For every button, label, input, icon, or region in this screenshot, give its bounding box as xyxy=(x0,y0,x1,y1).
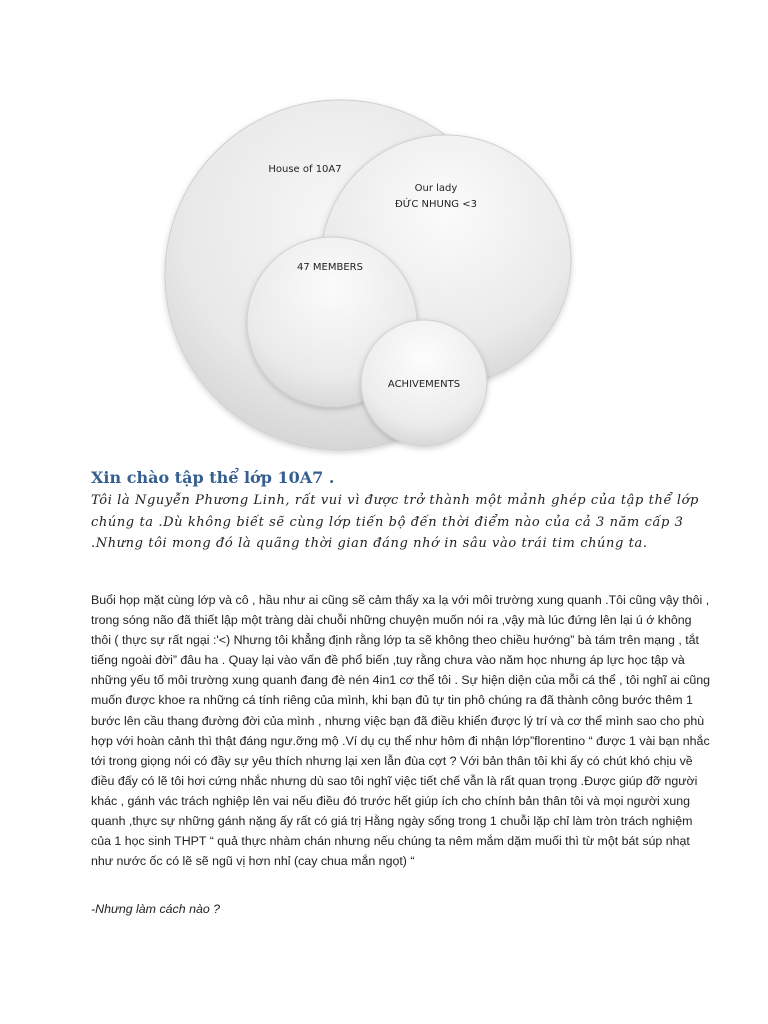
lady-label-line1: Our lady xyxy=(414,183,458,194)
lady-label-line2: ĐỨC NHUNG <3 xyxy=(395,199,477,210)
circle-diagram xyxy=(0,0,768,460)
greeting-heading: Xin chào tập thể lớp 10A7 . xyxy=(91,468,335,487)
members-label: 47 MEMBERS xyxy=(297,262,363,273)
intro-paragraph: Tôi là Nguyễn Phương Linh, rất vui vì được trở thành một mảnh ghép của tập thể lớp chúng ta .Dù không biết sẽ cùng lớp tiến bộ đến thời điểm nào của cả 3 năm cấp 3 .Nhưng tôi mong đó là quãng thời gian đáng nhớ in sâu vào trái tim chúng ta. xyxy=(91,493,699,551)
house-label: House of 10A7 xyxy=(268,164,342,175)
closing-line: -Nhưng làm cách nào ? xyxy=(91,902,221,916)
body-paragraph: Buổi họp mặt cùng lớp và cô , hầu như ai cũng sẽ cảm thấy xa lạ với môi trường xung quanh .Tôi cũng vậy thôi , trong sóng não đã thiết lập một tràng dài chuỗi những chuyện muốn nói ra ,vậy mà lúc đứng lên lại ú ớ không thôi ( thực sự rất ngại :'<) Nhưng tôi khẳng định rằng lớp ta sẽ không theo chiều hướng” bà tám trên mạng , tắt tiếng ngoài đời” đâu ha . Quay lại vào vấn đề phổ biến ,tuy rằng chưa vào năm học nhưng áp lực học tập và những yếu tố môi trường xung quanh đang đè nén 4in1 cơ thể tôi . Sự hiện diện của mỗi cá thể , tôi nghĩ ai cũng muốn được khoe ra những cá tính riêng của mình, khi bạn đủ tự tin phô chúng ra đã thành công bước thêm 1 bước lên cầu thang đường đời của mình , nhưng việc bạn đã điều khiển được lý trí và cơ thể mình sao cho phù hợp với hoàn cảnh thì thật đáng ngư.ỡng mộ .Ví dụ cụ thể như hôm đi nhận lớp”florentino “ được 1 vài bạn nhắc tới trong giọng nói có đầy sự yêu thích nhưng lại xen lẫn đùa cợt ? Với bản thân tôi khi ấy có chút khó chịu về điều đấy có lẽ tôi hơi cứng nhắc nhưng dù sao tôi nghĩ việc tiết chế vẫn là rất quan trọng .Được giúp đỡ người khác , gánh vác trách nghiệp lên vai nếu điều đó trước hết giúp ích cho chính bản thân tôi và mọi người xung quanh ,thực sự những gánh nặng ấy rất có giá trị Hằng ngày sống trong 1 chuỗi lặp chỉ làm tròn trách nghiệm của 1 học sinh THPT “ quả thực nhàm chán nhưng nếu chúng ta nêm mắm dặm muối thì từ một bát súp nhạt như nước ốc có lẽ sẽ ngũ vị hơn nhỉ (cay chua mắn ngọt) “ xyxy=(91,593,711,869)
achievements-label: ACHIVEMENTS xyxy=(387,379,461,390)
